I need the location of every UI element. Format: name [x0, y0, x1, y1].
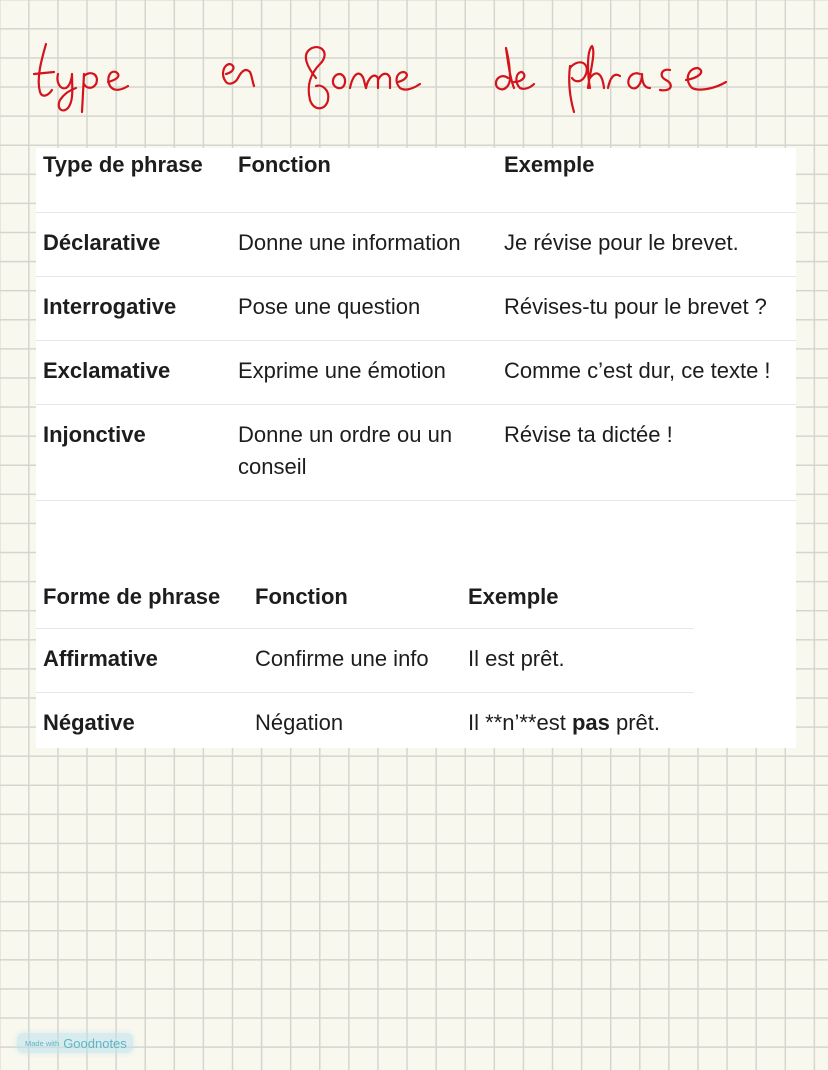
- header-exemple: Exemple: [468, 584, 559, 609]
- table-header-row: [36, 580, 694, 629]
- cell-fonction: Donne une information: [238, 230, 461, 255]
- table-row: [36, 341, 796, 405]
- header-fonction: Fonction: [255, 584, 348, 609]
- cell-exemple: Révises-tu pour le brevet ?: [504, 294, 767, 319]
- cell-type: Déclarative: [43, 230, 161, 255]
- watermark-prefix: Made with: [25, 1038, 60, 1048]
- goodnotes-watermark: [17, 1033, 133, 1053]
- cell-type: Interrogative: [43, 294, 177, 319]
- header-forme: Forme de phrase: [43, 584, 221, 609]
- cell-exemple: Il est prêt.: [468, 646, 565, 671]
- handwritten-title: [30, 38, 750, 118]
- table-header-row: [36, 148, 796, 213]
- type-de-phrase-table: [36, 148, 796, 501]
- forme-de-phrase-table: [36, 580, 694, 756]
- cell-type: Exclamative: [43, 358, 171, 383]
- header-fonction: Fonction: [238, 152, 331, 177]
- table-row: [36, 405, 796, 501]
- cell-exemple: Révise ta dictée !: [504, 422, 673, 447]
- table-row: [36, 629, 694, 693]
- cell-exemple: Comme c’est dur, ce texte !: [504, 358, 771, 383]
- cell-fonction: Négation: [255, 710, 344, 735]
- header-type: Type de phrase: [43, 152, 203, 177]
- cell-fonction: Exprime une émotion: [238, 358, 446, 383]
- handwriting-strokes: [30, 38, 750, 118]
- watermark-brand: Goodnotes: [63, 1035, 127, 1051]
- exemple-prefix: Il **n’**est: [468, 710, 572, 735]
- cell-exemple: Je révise pour le brevet.: [504, 230, 739, 255]
- table-sheet: [36, 148, 796, 748]
- header-exemple: Exemple: [504, 152, 595, 177]
- cell-fonction: Pose une question: [238, 294, 421, 319]
- cell-forme: Affirmative: [43, 646, 158, 671]
- table-row: [36, 213, 796, 277]
- cell-forme: Négative: [43, 710, 135, 735]
- table-row: [36, 277, 796, 341]
- cell-exemple: [461, 693, 694, 757]
- cell-fonction: Confirme une info: [255, 646, 429, 671]
- cell-type: Injonctive: [43, 422, 146, 447]
- exemple-bold: pas: [571, 710, 610, 735]
- exemple-suffix: prêt.: [609, 710, 661, 735]
- table-row: [36, 693, 694, 757]
- cell-fonction: Donne un ordre ou un conseil: [238, 422, 453, 479]
